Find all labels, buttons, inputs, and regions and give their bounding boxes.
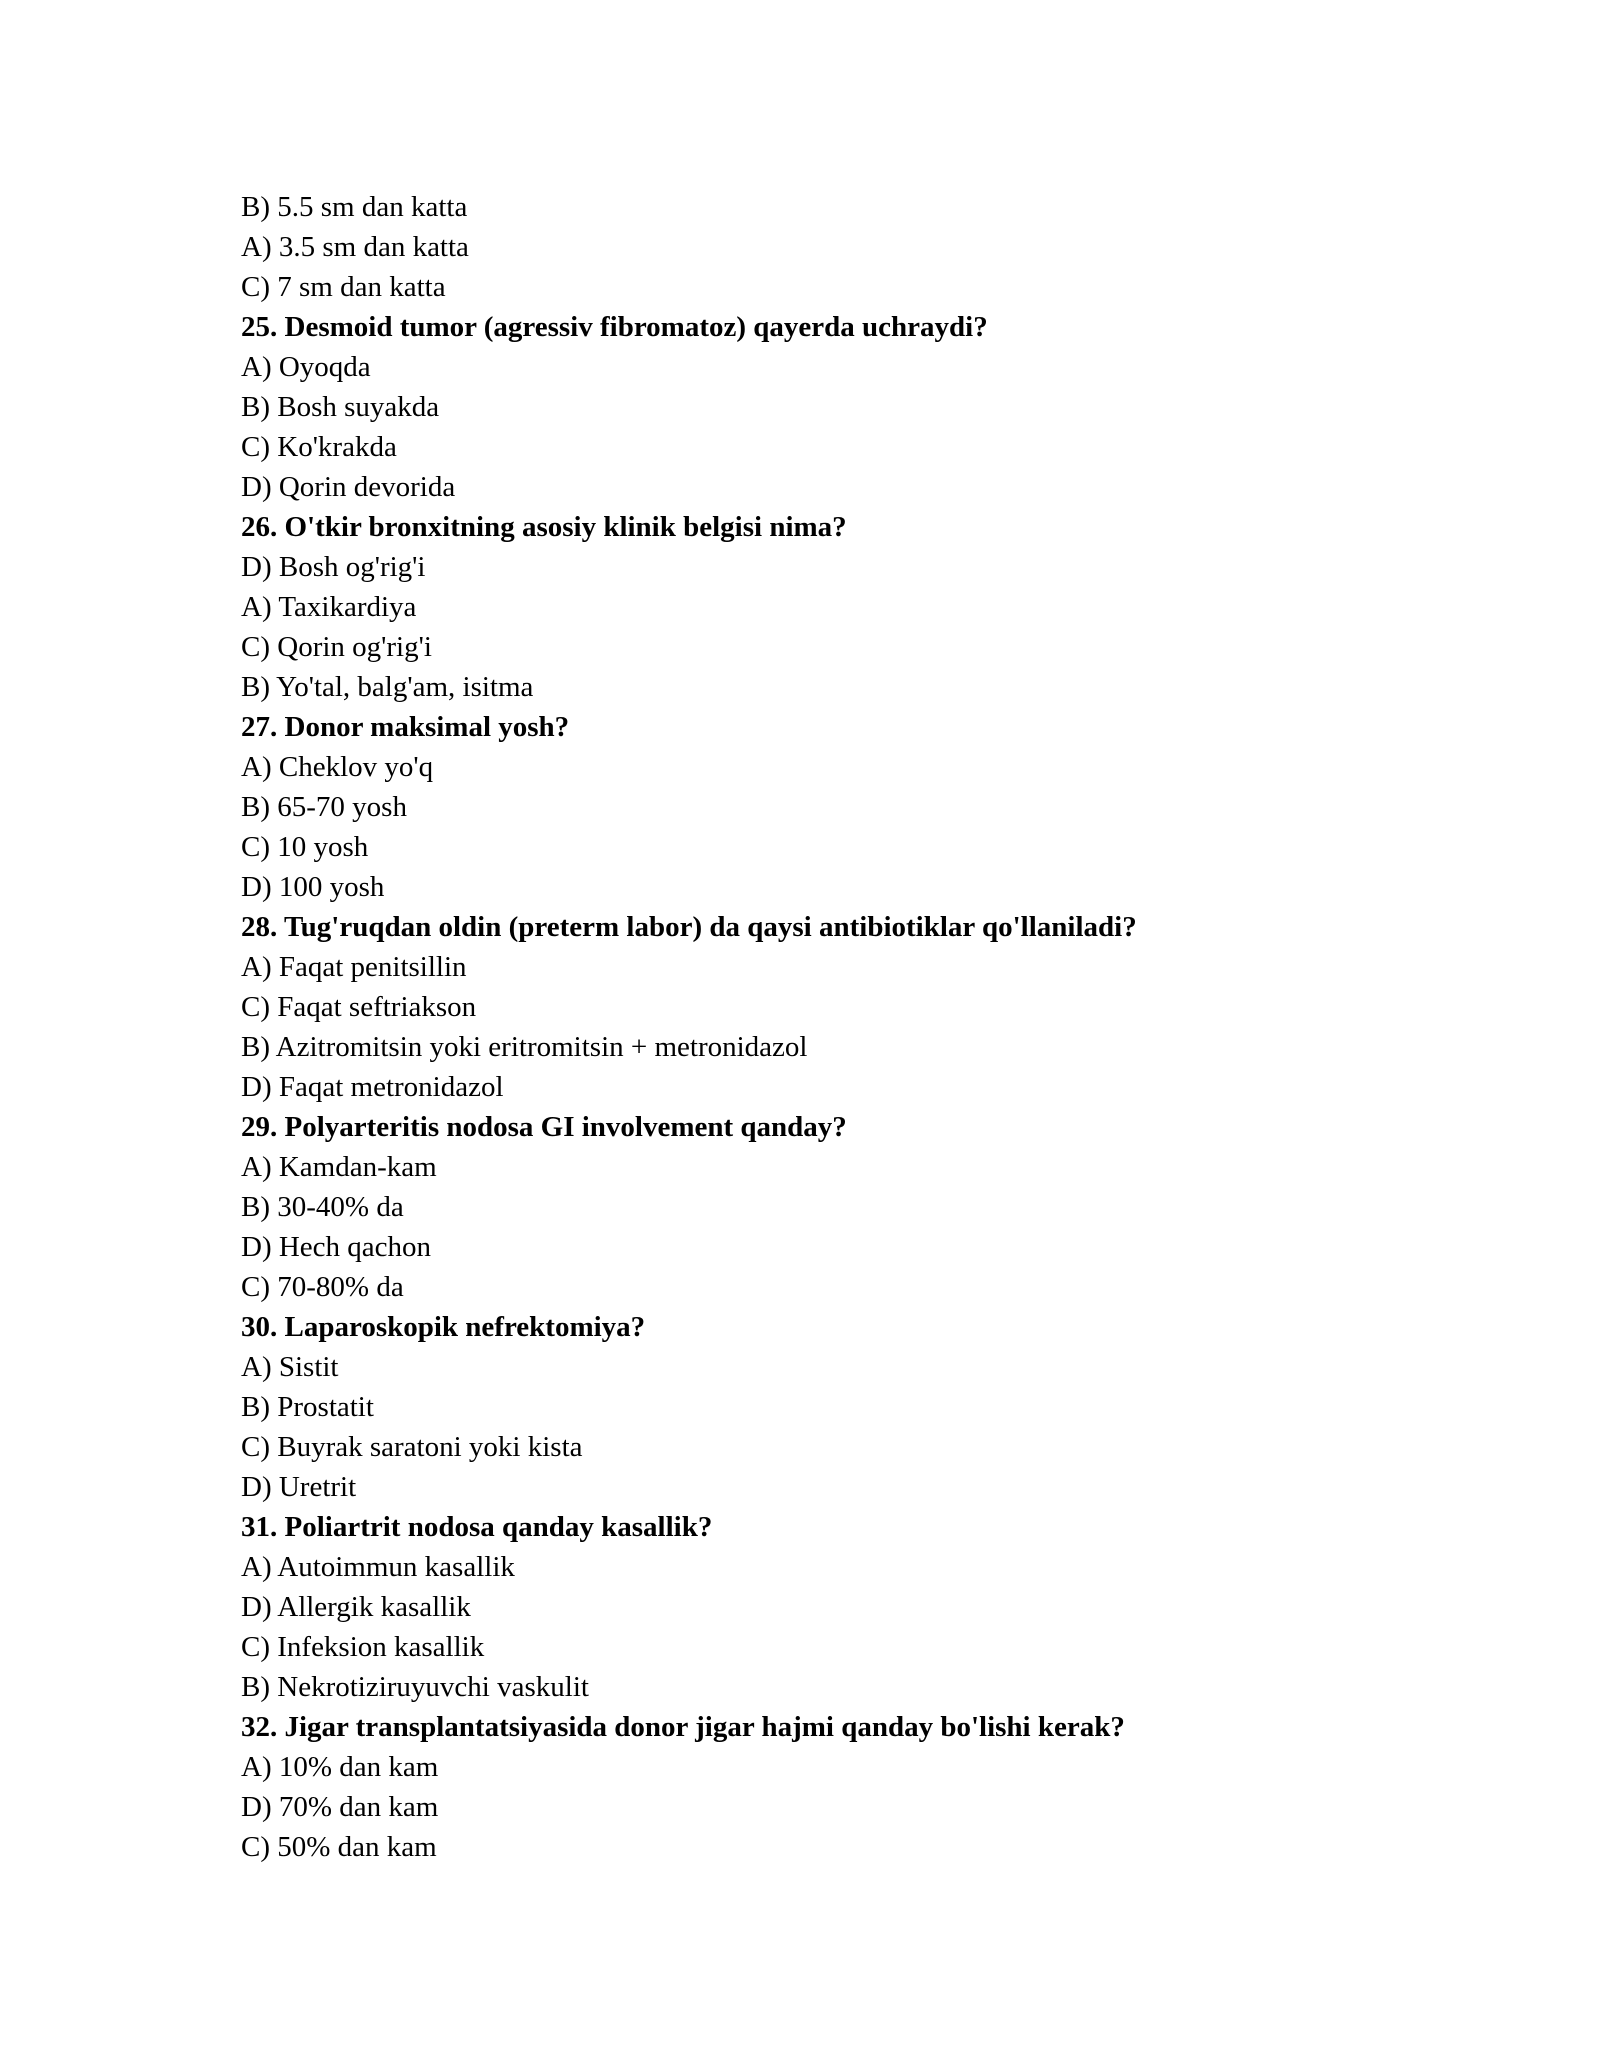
question-heading: 26. O'tkir bronxitning asosiy klinik belgisi nima? bbox=[241, 511, 847, 543]
answer-option: D) 100 yosh bbox=[241, 871, 385, 903]
answer-option: C) 70-80% da bbox=[241, 1271, 404, 1303]
answer-option: A) Cheklov yo'q bbox=[241, 751, 434, 783]
answer-option: B) Prostatit bbox=[241, 1391, 374, 1423]
answer-option: B) Yo'tal, balg'am, isitma bbox=[241, 671, 534, 703]
answer-option: D) Faqat metronidazol bbox=[241, 1071, 504, 1103]
answer-option: B) Azitromitsin yoki eritromitsin + metronidazol bbox=[241, 1031, 808, 1063]
answer-option: A) Autoimmun kasallik bbox=[241, 1551, 515, 1583]
question-heading: 28. Tug'ruqdan oldin (preterm labor) da qaysi antibiotiklar qo'llaniladi? bbox=[241, 911, 1137, 943]
answer-option: C) 10 yosh bbox=[241, 831, 369, 863]
answer-option: A) Sistit bbox=[241, 1351, 339, 1383]
answer-option: D) Hech qachon bbox=[241, 1231, 432, 1263]
question-heading: 25. Desmoid tumor (agressiv fibromatoz) qayerda uchraydi? bbox=[241, 311, 988, 343]
answer-option: B) 30-40% da bbox=[241, 1191, 404, 1223]
answer-option: D) Bosh og'rig'i bbox=[241, 551, 426, 583]
answer-option: B) 5.5 sm dan katta bbox=[241, 191, 468, 223]
answer-option: A) 3.5 sm dan katta bbox=[241, 231, 469, 263]
answer-option: C) 7 sm dan katta bbox=[241, 271, 446, 303]
answer-option: C) Qorin og'rig'i bbox=[241, 631, 432, 663]
answer-option: B) Nekrotiziruyuvchi vaskulit bbox=[241, 1671, 589, 1703]
answer-option: A) Kamdan-kam bbox=[241, 1151, 437, 1183]
answer-option: D) Allergik kasallik bbox=[241, 1591, 471, 1623]
answer-option: C) Faqat seftriakson bbox=[241, 991, 477, 1023]
question-heading: 27. Donor maksimal yosh? bbox=[241, 711, 570, 743]
answer-option: C) Ko'krakda bbox=[241, 431, 397, 463]
answer-option: B) 65-70 yosh bbox=[241, 791, 407, 823]
answer-option: C) 50% dan kam bbox=[241, 1831, 437, 1863]
question-heading: 31. Poliartrit nodosa qanday kasallik? bbox=[241, 1511, 713, 1543]
answer-option: A) Oyoqda bbox=[241, 351, 371, 383]
answer-option: A) 10% dan kam bbox=[241, 1751, 439, 1783]
question-heading: 32. Jigar transplantatsiyasida donor jigar hajmi qanday bo'lishi kerak? bbox=[241, 1711, 1125, 1743]
answer-option: A) Faqat penitsillin bbox=[241, 951, 467, 983]
question-heading: 30. Laparoskopik nefrektomiya? bbox=[241, 1311, 646, 1343]
answer-option: D) 70% dan kam bbox=[241, 1791, 439, 1823]
answer-option: D) Qorin devorida bbox=[241, 471, 456, 503]
answer-option: C) Buyrak saratoni yoki kista bbox=[241, 1431, 583, 1463]
question-heading: 29. Polyarteritis nodosa GI involvement qanday? bbox=[241, 1111, 847, 1143]
answer-option: D) Uretrit bbox=[241, 1471, 357, 1503]
answer-option: C) Infeksion kasallik bbox=[241, 1631, 485, 1663]
answer-option: A) Taxikardiya bbox=[241, 591, 417, 623]
quiz-content bbox=[241, 187, 1401, 1867]
answer-option: B) Bosh suyakda bbox=[241, 391, 440, 423]
